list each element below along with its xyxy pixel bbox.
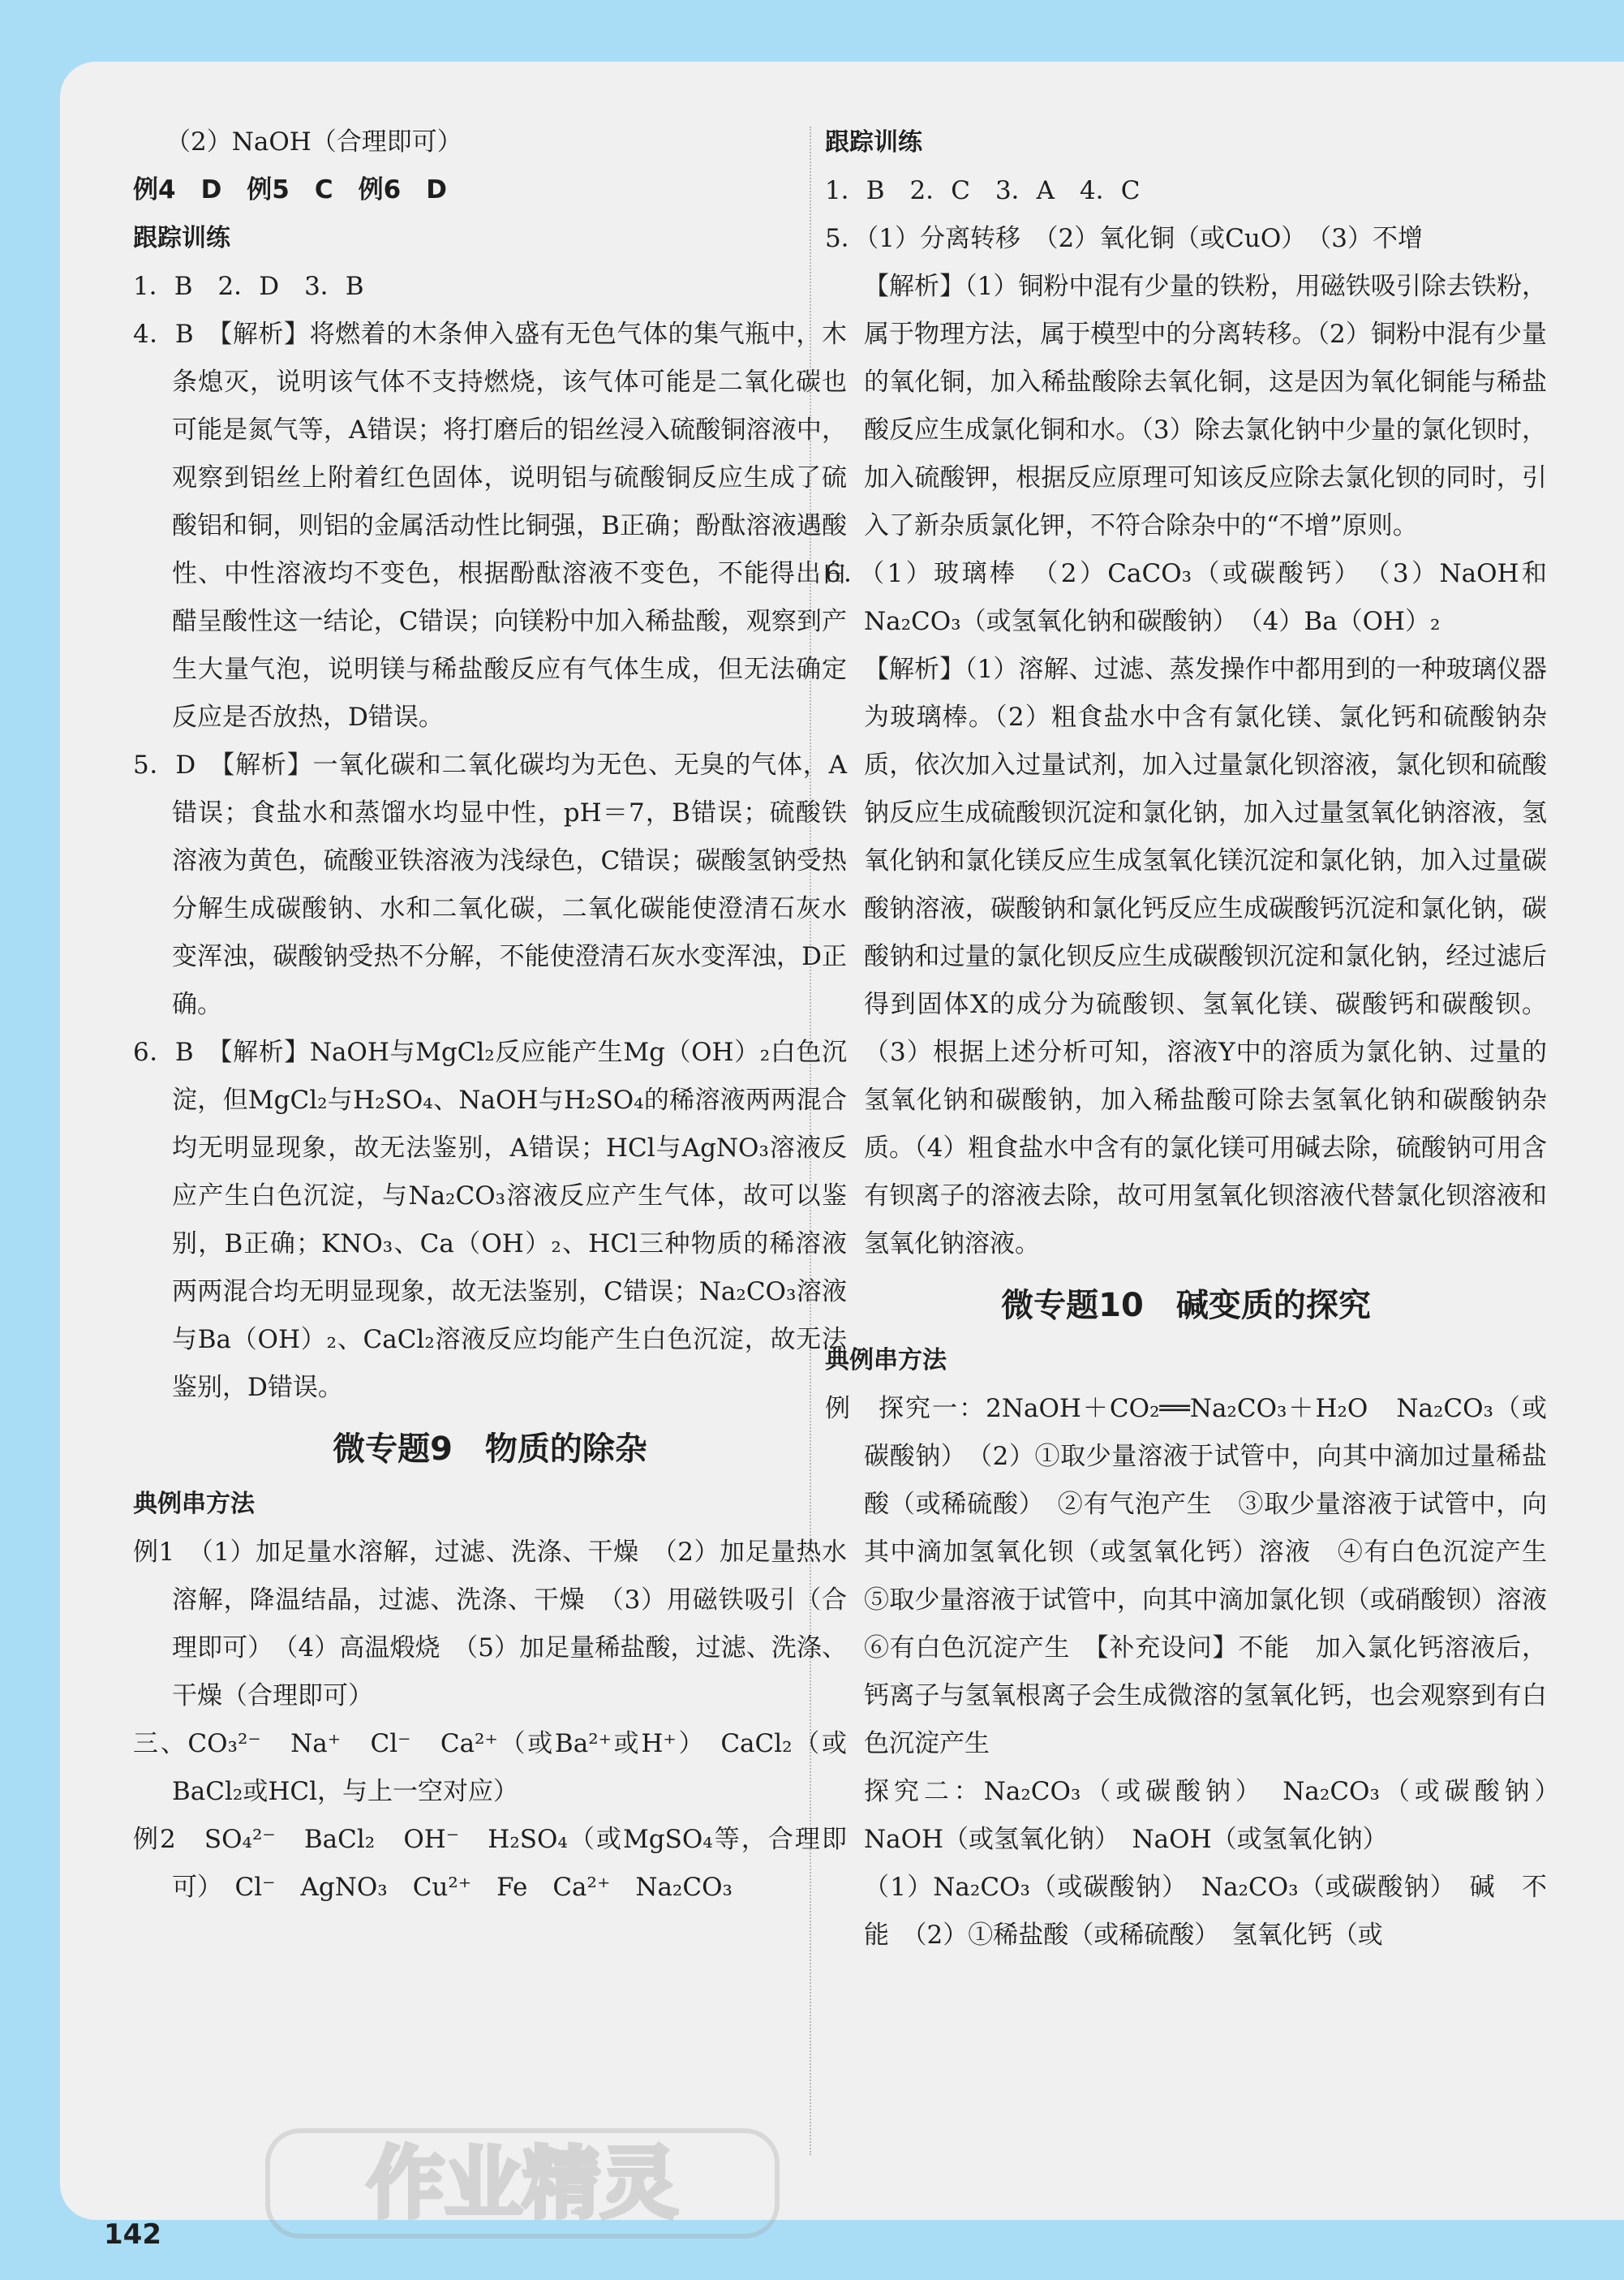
- left-line-2: 跟踪训练: [133, 224, 230, 252]
- right-line-5: 【解析】（1）溶解、过滤、蒸发操作中都用到的一种玻璃仪器为玻璃棒。（2）粗食盐水中含有氯化镁、氯化钙和硫酸钠杂质，依次加入过量试剂，加入过量氯化钡溶液，氯化钡和硫酸钠反应生成硫酸钡沉淀和氯化钠，加入过量氢氧化钠溶液，氢氧化钠和氯化镁反应生成氢氧化镁沉淀和氯化钠，加入过量碳酸钠溶液，碳酸钠和氯化钙反应生成碳酸钙沉淀和氯化钠，碳酸钠和过量的氯化钡反应生成碳酸钡沉淀和氯化钠，经过滤后得到固体X的成分为硫酸钡、氢氧化镁、碳酸钙和碳酸钡。（3）根据上述分析可知，溶液Y中的溶质为氯化钠、过量的氢氧化钠和碳酸钠，加入稀盐酸可除去氢氧化钠和碳酸钠杂质。（4）粗食盐水中含有的氯化镁可用碱去除，硫酸钠可用含有钡离子的溶液去除，故可用氢氧化钡溶液代替氯化钡溶液和氢氧化钠溶液。: [864, 655, 1547, 1258]
- left-line-8: 典例串方法: [133, 1490, 255, 1518]
- left-line-0: （2）NaOH（合理即可）: [165, 127, 462, 157]
- left-line-7: 微专题9 物质的除杂: [333, 1430, 647, 1468]
- right-line-6: 微专题10 碱变质的探究: [1001, 1287, 1371, 1324]
- right-line-1: 1．B 2．C 3．A 4．C: [825, 176, 1141, 205]
- page: [60, 62, 1624, 2251]
- page-number: 142: [104, 2218, 161, 2251]
- right-line-9: 探究二：Na₂CO₃（或碳酸钠） Na₂CO₃（或碳酸钠） NaOH（或氢氧化钠） NaOH（或氢氧化钠）: [864, 1777, 1572, 1854]
- right-line-10: （1）Na₂CO₃（或碳酸钠） Na₂CO₃（或碳酸钠） 碱 不能 （2）①稀盐酸（或稀硫酸） 氢氧化钙（或: [864, 1873, 1547, 1950]
- left-line-10: 三、CO₃²⁻ Na⁺ Cl⁻ Ca²⁺（或Ba²⁺或H⁺） CaCl₂（或BaCl₂或HCl，与上一空对应）: [133, 1729, 847, 1806]
- right-line-3: 【解析】（1）铜粉中混有少量的铁粉，用磁铁吸引除去铁粉，属于物理方法，属于模型中的分离转移。（2）铜粉中混有少量的氧化铜，加入稀盐酸除去氧化铜，这是因为氧化铜能与稀盐酸反应生成氯化铜和水。（3）除去氯化钠中少量的氯化钡时，加入硫酸钾，根据反应原理可知该反应除去氯化钡的同时，引入了新杂质氯化钾，不符合除杂中的“不增”原则。: [864, 272, 1547, 540]
- left-line-9: 例1 （1）加足量水溶解，过滤、洗涤、干燥 （2）加足量热水溶解，降温结晶，过滤、洗涤、干燥 （3）用磁铁吸引（合理即可） （4）高温煅烧 （5）加足量稀盐酸，过滤、洗涤、干燥（合理即可）: [133, 1538, 847, 1710]
- right-column: [825, 118, 1572, 1960]
- left-line-4: 4．B 【解析】将燃着的木条伸入盛有无色气体的集气瓶中，木条熄灭，说明该气体不支持燃烧，该气体可能是二氧化碳也可能是氮气等，A错误；将打磨后的铝丝浸入硫酸铜溶液中，观察到铝丝上附着红色固体，说明铝与硫酸铜反应生成了硫酸铝和铜，则铝的金属活动性比铜强，B正确；酚酞溶液遇酸性、中性溶液均不变色，根据酚酞溶液不变色，不能得出白醋呈酸性这一结论，C错误；向镁粉中加入稀盐酸，观察到产生大量气泡，说明镁与稀盐酸反应有气体生成，但无法确定反应是否放热，D错误。: [133, 320, 847, 732]
- right-line-0: 跟踪训练: [825, 128, 922, 157]
- left-column: [133, 118, 847, 1912]
- right-line-8: 例 探究一：2NaOH＋CO₂══Na₂CO₃＋H₂O Na₂CO₃（或碳酸钠） （2）①取少量溶液于试管中，向其中滴加过量稀盐酸（或稀硫酸） ②有气泡产生 ③取少量溶液于试管中，向其中滴加氢氧化钡（或氢氧化钙）溶液 ④有白色沉淀产生 ⑤取少量溶液于试管中，向其中滴加氯化钡（或硝酸钡）溶液 ⑥有白色沉淀产生 【补充设问】不能 加入氯化钙溶液后，钙离子与氢氧根离子会生成微溶的氢氧化钙，也会观察到有白色沉淀产生: [825, 1394, 1572, 1758]
- left-line-6: 6．B 【解析】NaOH与MgCl₂反应能产生Mg（OH）₂白色沉淀，但MgCl₂与H₂SO₄、NaOH与H₂SO₄的稀溶液两两混合均无明显现象，故无法鉴别，A错误；HCl与AgNO₃溶液反应产生白色沉淀，与Na₂CO₃溶液反应产生气体，故可以鉴别，B正确；KNO₃、Ca（OH）₂、HCl三种物质的稀溶液两两混合均无明显现象，故无法鉴别，C错误；Na₂CO₃溶液与Ba（OH）₂、CaCl₂溶液反应均能产生白色沉淀，故无法鉴别，D错误。: [133, 1038, 847, 1402]
- left-line-5: 5．D 【解析】一氧化碳和二氧化碳均为无色、无臭的气体，A错误；食盐水和蒸馏水均显中性，pH＝7，B错误；硫酸铁溶液为黄色，硫酸亚铁溶液为浅绿色，C错误；碳酸氢钠受热分解生成碳酸钠、水和二氧化碳，二氧化碳能使澄清石灰水变浑浊，碳酸钠受热不分解，不能使澄清石灰水变浑浊，D正确。: [133, 751, 847, 1019]
- watermark-logo: [263, 2123, 782, 2244]
- left-line-3: 1．B 2．D 3．B: [133, 272, 364, 301]
- left-line-11: 例2 SO₄²⁻ BaCl₂ OH⁻ H₂SO₄（或MgSO₄等，合理即可） Cl⁻ AgNO₃ Cu²⁺ Fe Ca²⁺ Na₂CO₃: [133, 1825, 847, 1902]
- right-line-4: 6．（1）玻璃棒 （2）CaCO₃（或碳酸钙） （3）NaOH和Na₂CO₃（或氢氧化钠和碳酸钠） （4）Ba（OH）₂: [825, 559, 1547, 636]
- watermark-text: 作业精灵: [367, 2138, 678, 2229]
- right-line-7: 典例串方法: [825, 1346, 947, 1374]
- left-line-1: 例4 D 例5 C 例6 D: [133, 175, 447, 204]
- right-line-2: 5．（1）分离转移 （2）氧化铜（或CuO） （3）不增: [825, 224, 1423, 253]
